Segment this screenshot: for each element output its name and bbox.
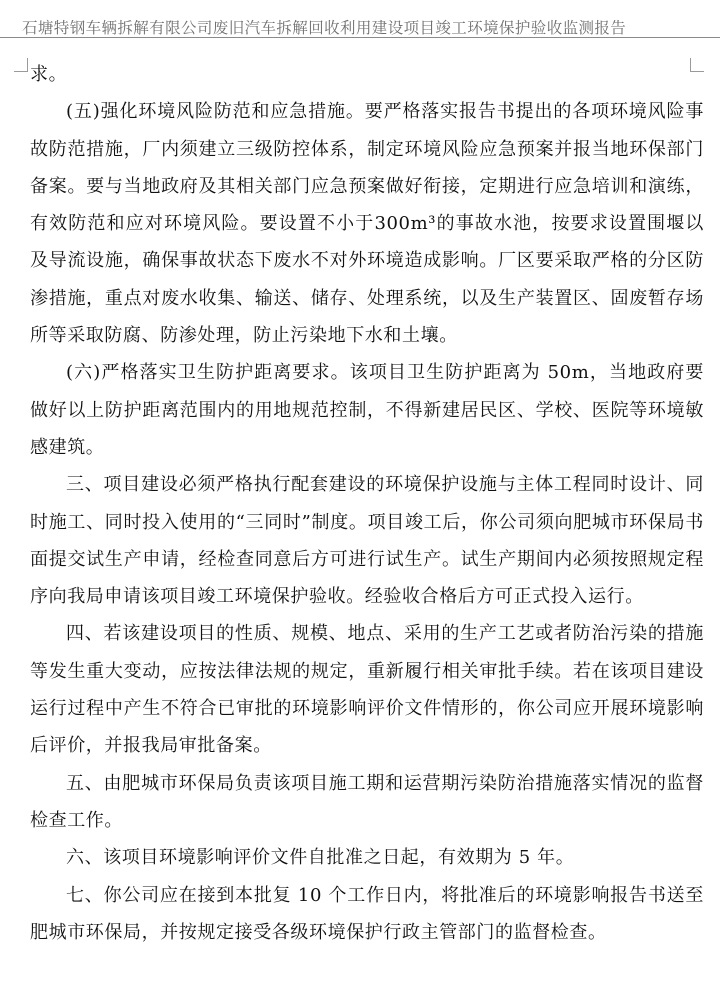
paragraph-risk-prevention: (五)强化环境风险防范和应急措施。要严格落实报告书提出的各项环境风险事故防范措施，厂内须建立三级防控体系，制定环境风险应急预案并报当地环保部门备案。要与当地政府及其相关部门应急预案做好衔接，定期进行应急培训和演练，有效防范和应对环境风险。要设置不小于300m³的事故水池，按要求设置围堰以及导流设施，确保事故状态下废水不对外环境造成影响。厂区要采取严格的分区防渗措施，重点对废水收集、输送、储存、处理系统，以及生产装置区、固废暂存场所等采取防腐、防渗处理，防止污染地下水和土壤。 [30,101,704,347]
margin-corner-mark-left [14,58,28,72]
page-header [0,6,720,38]
paragraph-supervision: 五、由肥城市环保局负责该项目施工期和运营期污染防治措施落实情况的监督检查工作。 [30,772,704,831]
paragraph-continuation: 求。 [30,64,68,85]
paragraph-major-changes: 四、若该建设项目的性质、规模、地点、采用的生产工艺或者防治污染的措施等发生重大变动，应按法律法规的规定，重新履行相关审批手续。若在该项目建设运行过程中产生不符合已审批的环境影响评价文件情形的，你公司应开展环境影响后评价，并报我局审批备案。 [30,623,704,757]
paragraph-protection-distance: (六)严格落实卫生防护距离要求。该项目卫生防护距离为 50m，当地政府要做好以上防护距离范围内的用地规范控制，不得新建居民区、学校、医院等环境敏感建筑。 [30,362,704,458]
paragraph-submission: 七、你公司应在接到本批复 10 个工作日内，将批准后的环境影响报告书送至肥城市环保局，并按规定接受各级环境保护行政主管部门的监督检查。 [30,884,704,943]
paragraph-three-simultaneous: 三、项目建设必须严格执行配套建设的环境保护设施与主体工程同时设计、同时施工、同时投入使用的“三同时”制度。项目竣工后，你公司须向肥城市环保局书面提交试生产申请，经检查同意后方可进行试生产。试生产期间内必须按照规定程序向我局申请该项目竣工环境保护验收。经验收合格后方可正式投入运行。 [30,474,704,608]
header-title: 石塘特钢车辆拆解有限公司废旧汽车拆解回收利用建设项目竣工环境保护验收监测报告 [22,19,627,37]
paragraph-validity: 六、该项目环境影响评价文件自批准之日起，有效期为 5 年。 [66,847,575,869]
document-body [30,56,704,951]
